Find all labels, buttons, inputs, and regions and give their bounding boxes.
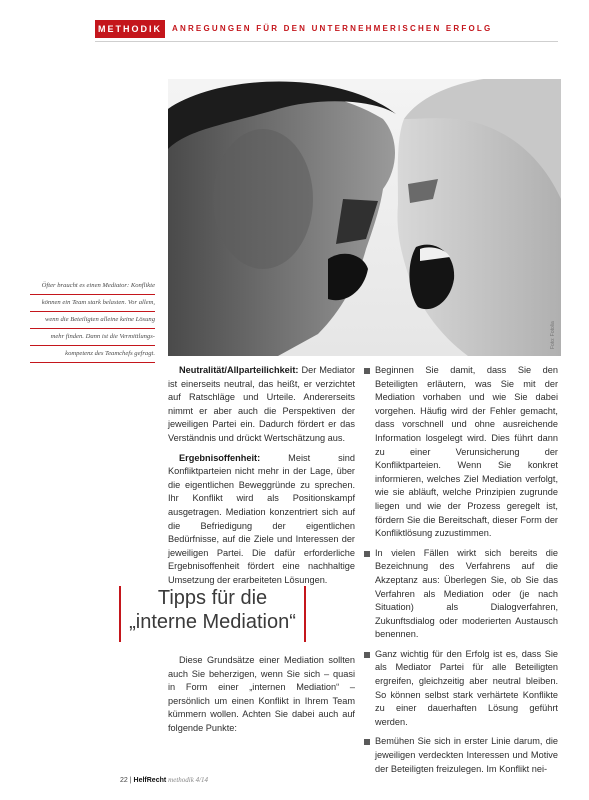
bullet-item: In vielen Fällen wirkt sich bereits die Bezeichnung des Verfahrens auf die Akzeptanz aus: Überlegen Sie, ob Sie das Verfahren als Mediation oder (je nach Situation) als Dialogverfahren, Zukunftsdialog oder moderierten Austausch benennen.	[364, 547, 558, 642]
photo-caption	[30, 278, 155, 363]
caption-line: kompetenz des Teamchefs gefragt.	[30, 346, 155, 363]
bullet-item: Ganz wichtig für den Erfolg ist es, dass Sie als Mediator Partei für alle Beteiligten ergreifen, gleichzeitig aber neutral bleiben. So können selbst stark verhärtete Konflikte zu einer dauerhaften Lösung geführt werden.	[364, 648, 558, 730]
bullet-item: Beginnen Sie damit, dass Sie den Beteiligten erläutern, was Sie mit der Mediation vorhaben und wie Sie dabei vorgehen. Häufig wird der Fehler gemacht, dass vorschnell und ohne ausreichende Information losgelegt wird. Dies führt dann zu einer Verunsicherung der Konfliktparteien. Wenn Sie konkret informieren, welches Ziel Mediation verfolgt, wie sie abläuft, welche Prinzipien zugrunde liegen und wie der Prozess geregelt ist, fördern Sie die Bereitschaft, dieser Form der Konfliktlösung zuzustimmen.	[364, 364, 558, 541]
paragraph-text: Der Mediator ist einerseits neutral, das heißt, er verzichtet auf Ratschläge und Urteile. Andererseits nimmt er aber auch die Perspektiven der jeweiligen Partei ein. Dadurch fördert er das Verständnis und drückt Wertschätzung aus.	[168, 365, 355, 443]
bottom-left-column	[168, 654, 355, 742]
tips-heading-line: „interne Mediation“	[129, 611, 296, 633]
shouting-faces-image	[168, 79, 561, 356]
section-title: ANREGUNGEN FÜR DEN UNTERNEHMERISCHEN ERFOLG	[172, 24, 493, 33]
brand-name: HelfRecht	[133, 777, 167, 784]
paragraph-openness	[168, 452, 355, 588]
page-footer: 22 | HelfRecht methodik 4/14	[120, 776, 209, 784]
bullet-item: Bemühen Sie sich in erster Linie darum, die jeweiligen verdeckten Interessen und Motive der Beteiligten freizulegen. Im Konflikt nei-	[364, 735, 558, 776]
runin-heading: Ergebnisoffenheit:	[179, 452, 261, 463]
tips-heading-box	[119, 586, 306, 642]
hero-photo	[168, 79, 561, 356]
caption-line: können ein Team stark belasten. Vor allem,	[30, 295, 155, 312]
header-rule	[95, 41, 558, 42]
runin-heading: Neutralität/Allparteilichkeit:	[179, 365, 299, 375]
caption-line: mehr finden. Dann ist die Vermittlungs-	[30, 329, 155, 346]
caption-line: Öfter braucht es einen Mediator: Konflikte	[30, 278, 155, 295]
left-column	[168, 364, 355, 594]
paragraph-neutrality	[168, 364, 355, 446]
tips-heading-line: Tipps für die	[157, 587, 268, 609]
page-number: 22	[120, 777, 128, 784]
paragraph-text: Meist sind Konfliktparteien nicht mehr in der Lage, über die eigentlichen Beweggründe zu sprechen. Ihr Konflikt wird als Positionskampf ausgetragen. Mediation konzentriert sich auf die Befriedigung der eigentlichen Bedürfnisse, auf die Ziele und Interessen der jeweiligen Partei. Die dafür erforderliche Ergebnisoffenheit fördert eine nachhaltige Umsetzung der erarbeiteten Lösungen.	[168, 452, 355, 585]
right-column	[364, 364, 558, 782]
issue-label: methodik 4/14	[168, 776, 209, 784]
section-tag: METHODIK	[95, 20, 165, 38]
caption-line: wenn die Beteiligten alleine keine Lösung	[30, 312, 155, 329]
photo-credit: Foto: Fotolia	[550, 321, 556, 349]
intro-paragraph: Diese Grundsätze einer Mediation sollten auch Sie beherzigen, wenn Sie sich – quasi in Form einer „internen Mediation“ – persönlich um einen Konflikt in Ihrem Team kümmern wollen. Achten Sie dabei auch auf folgende Punkte:	[168, 655, 355, 733]
